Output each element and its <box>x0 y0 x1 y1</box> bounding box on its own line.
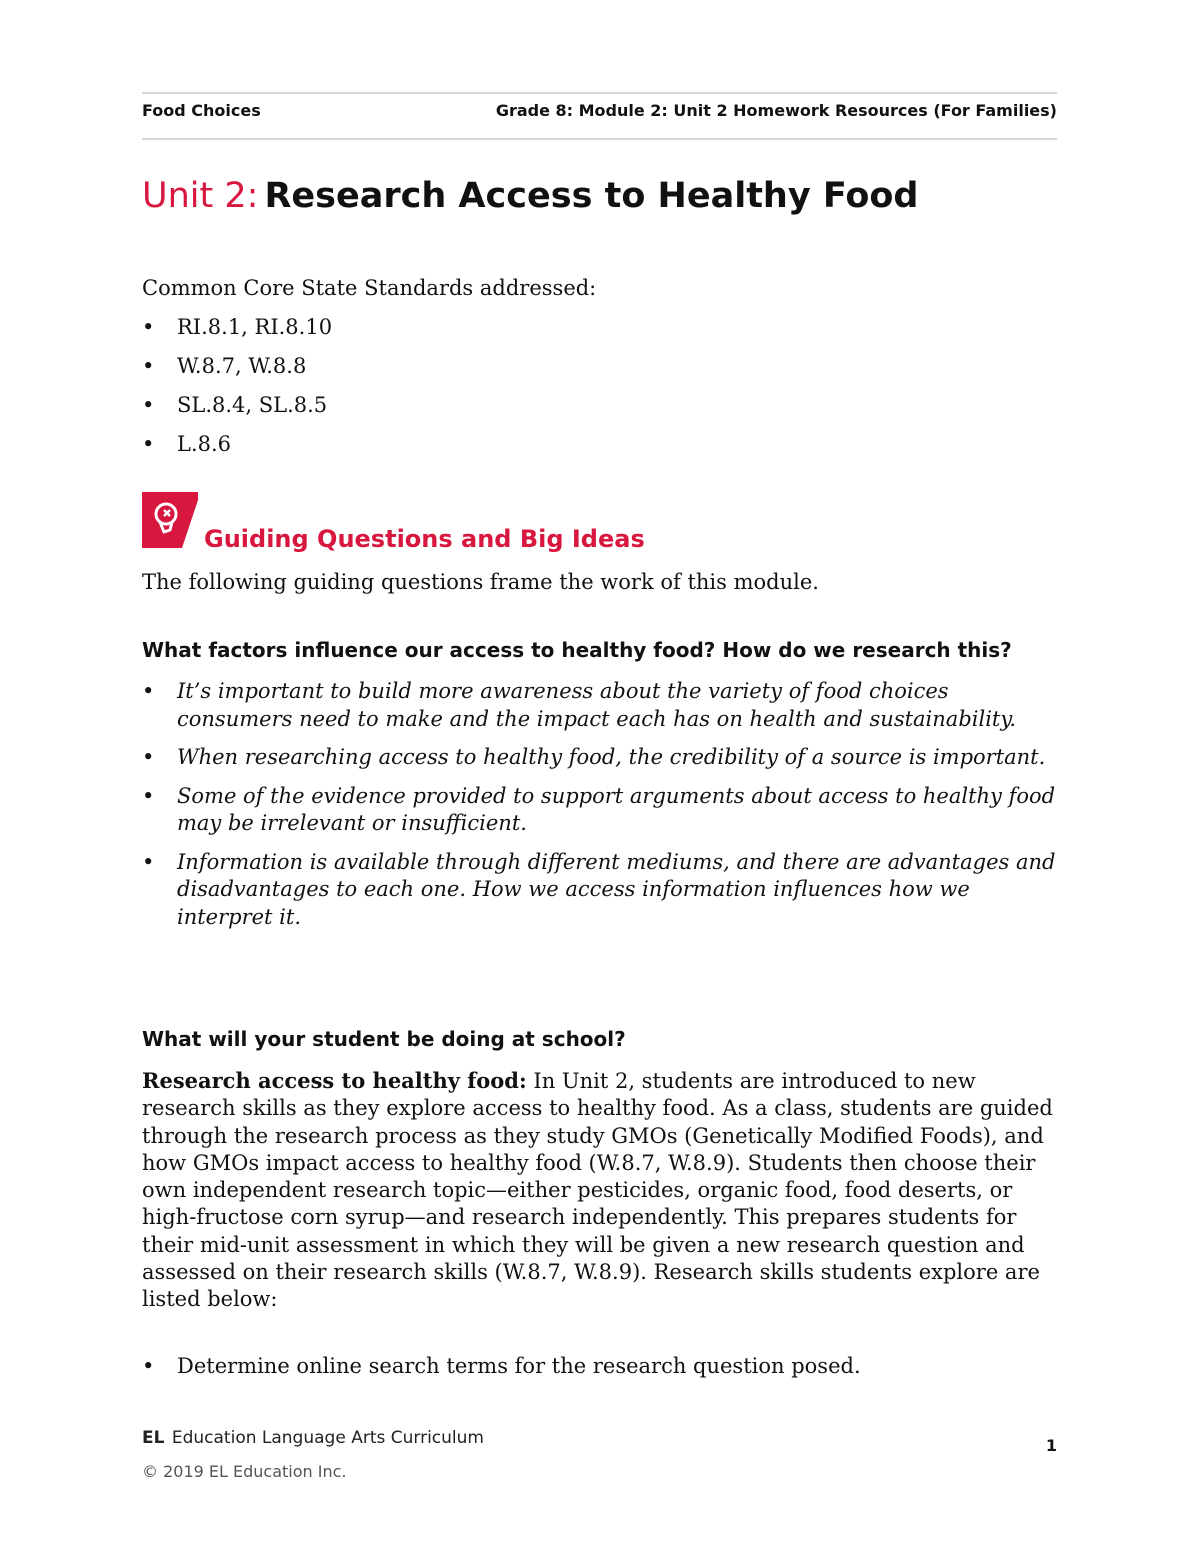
header-bottom-rule <box>142 138 1057 140</box>
standards-label: Common Core State Standards addressed: <box>142 276 597 300</box>
lightbulb-icon <box>142 492 198 548</box>
list-item: • Determine online search terms for the research question posed. <box>142 1353 1057 1380</box>
list-item: • L.8.6 <box>142 431 332 470</box>
school-paragraph <box>142 1067 1057 1314</box>
header-module-name: Food Choices <box>142 101 261 120</box>
page-number: 1 <box>1045 1436 1057 1455</box>
footer-copyright: © 2019 EL Education Inc. <box>142 1462 347 1481</box>
list-item: • Information is available through different mediums, and there are advantages and disadvantages to each one. How we access information influences how we interpret it. <box>142 849 1057 932</box>
list-item: • It’s important to build more awareness about the variety of food choices consumers need to make and the impact each has on health and sustainability. <box>142 678 1057 733</box>
header-grade-info: Grade 8: Module 2: Unit 2 Homework Resources (For Families) <box>495 101 1057 120</box>
paragraph-body: In Unit 2, students are introduced to new research skills as they explore access to healthy food. As a class, students are guided through the research process as they study GMOs (Genetically Modified Foods), and how GMOs impact access to healthy food (W.8.7, W.8.9). Students then choose their own independent research topic—either pesticides, organic food, food deserts, or high-fructose corn syrup—and research independently. This prepares students for their mid-unit assessment in which they will be given a new research question and assessed on their research skills (W.8.7, W.8.9). Research skills students explore are listed below: <box>142 1069 1053 1312</box>
standards-list <box>142 314 332 470</box>
list-item: • RI.8.1, RI.8.10 <box>142 314 332 353</box>
school-question: What will your student be doing at school? <box>142 1027 626 1051</box>
skills-list <box>142 1353 1057 1380</box>
list-item: • Some of the evidence provided to support arguments about access to healthy food may be irrelevant or insufficient. <box>142 783 1057 838</box>
list-item: • When researching access to healthy food, the credibility of a source is important. <box>142 744 1057 772</box>
el-logo-mark: EL <box>142 1428 165 1448</box>
unit-prefix: Unit 2: <box>142 176 259 216</box>
unit-title: Research Access to Healthy Food <box>264 176 919 216</box>
list-item: • W.8.7, W.8.8 <box>142 353 332 392</box>
list-item: • SL.8.4, SL.8.5 <box>142 392 332 431</box>
big-ideas-list <box>142 678 1057 942</box>
header-top-rule <box>142 92 1057 94</box>
paragraph-lead: Research access to healthy food: <box>142 1068 527 1093</box>
footer-logo <box>142 1428 484 1448</box>
guiding-question: What factors influence our access to healthy food? How do we research this? <box>142 638 1012 662</box>
guiding-intro: The following guiding questions frame the work of this module. <box>142 570 819 594</box>
guiding-heading: Guiding Questions and Big Ideas <box>204 525 645 553</box>
page-title <box>142 176 918 216</box>
footer-logo-text: Education Language Arts Curriculum <box>171 1428 484 1448</box>
